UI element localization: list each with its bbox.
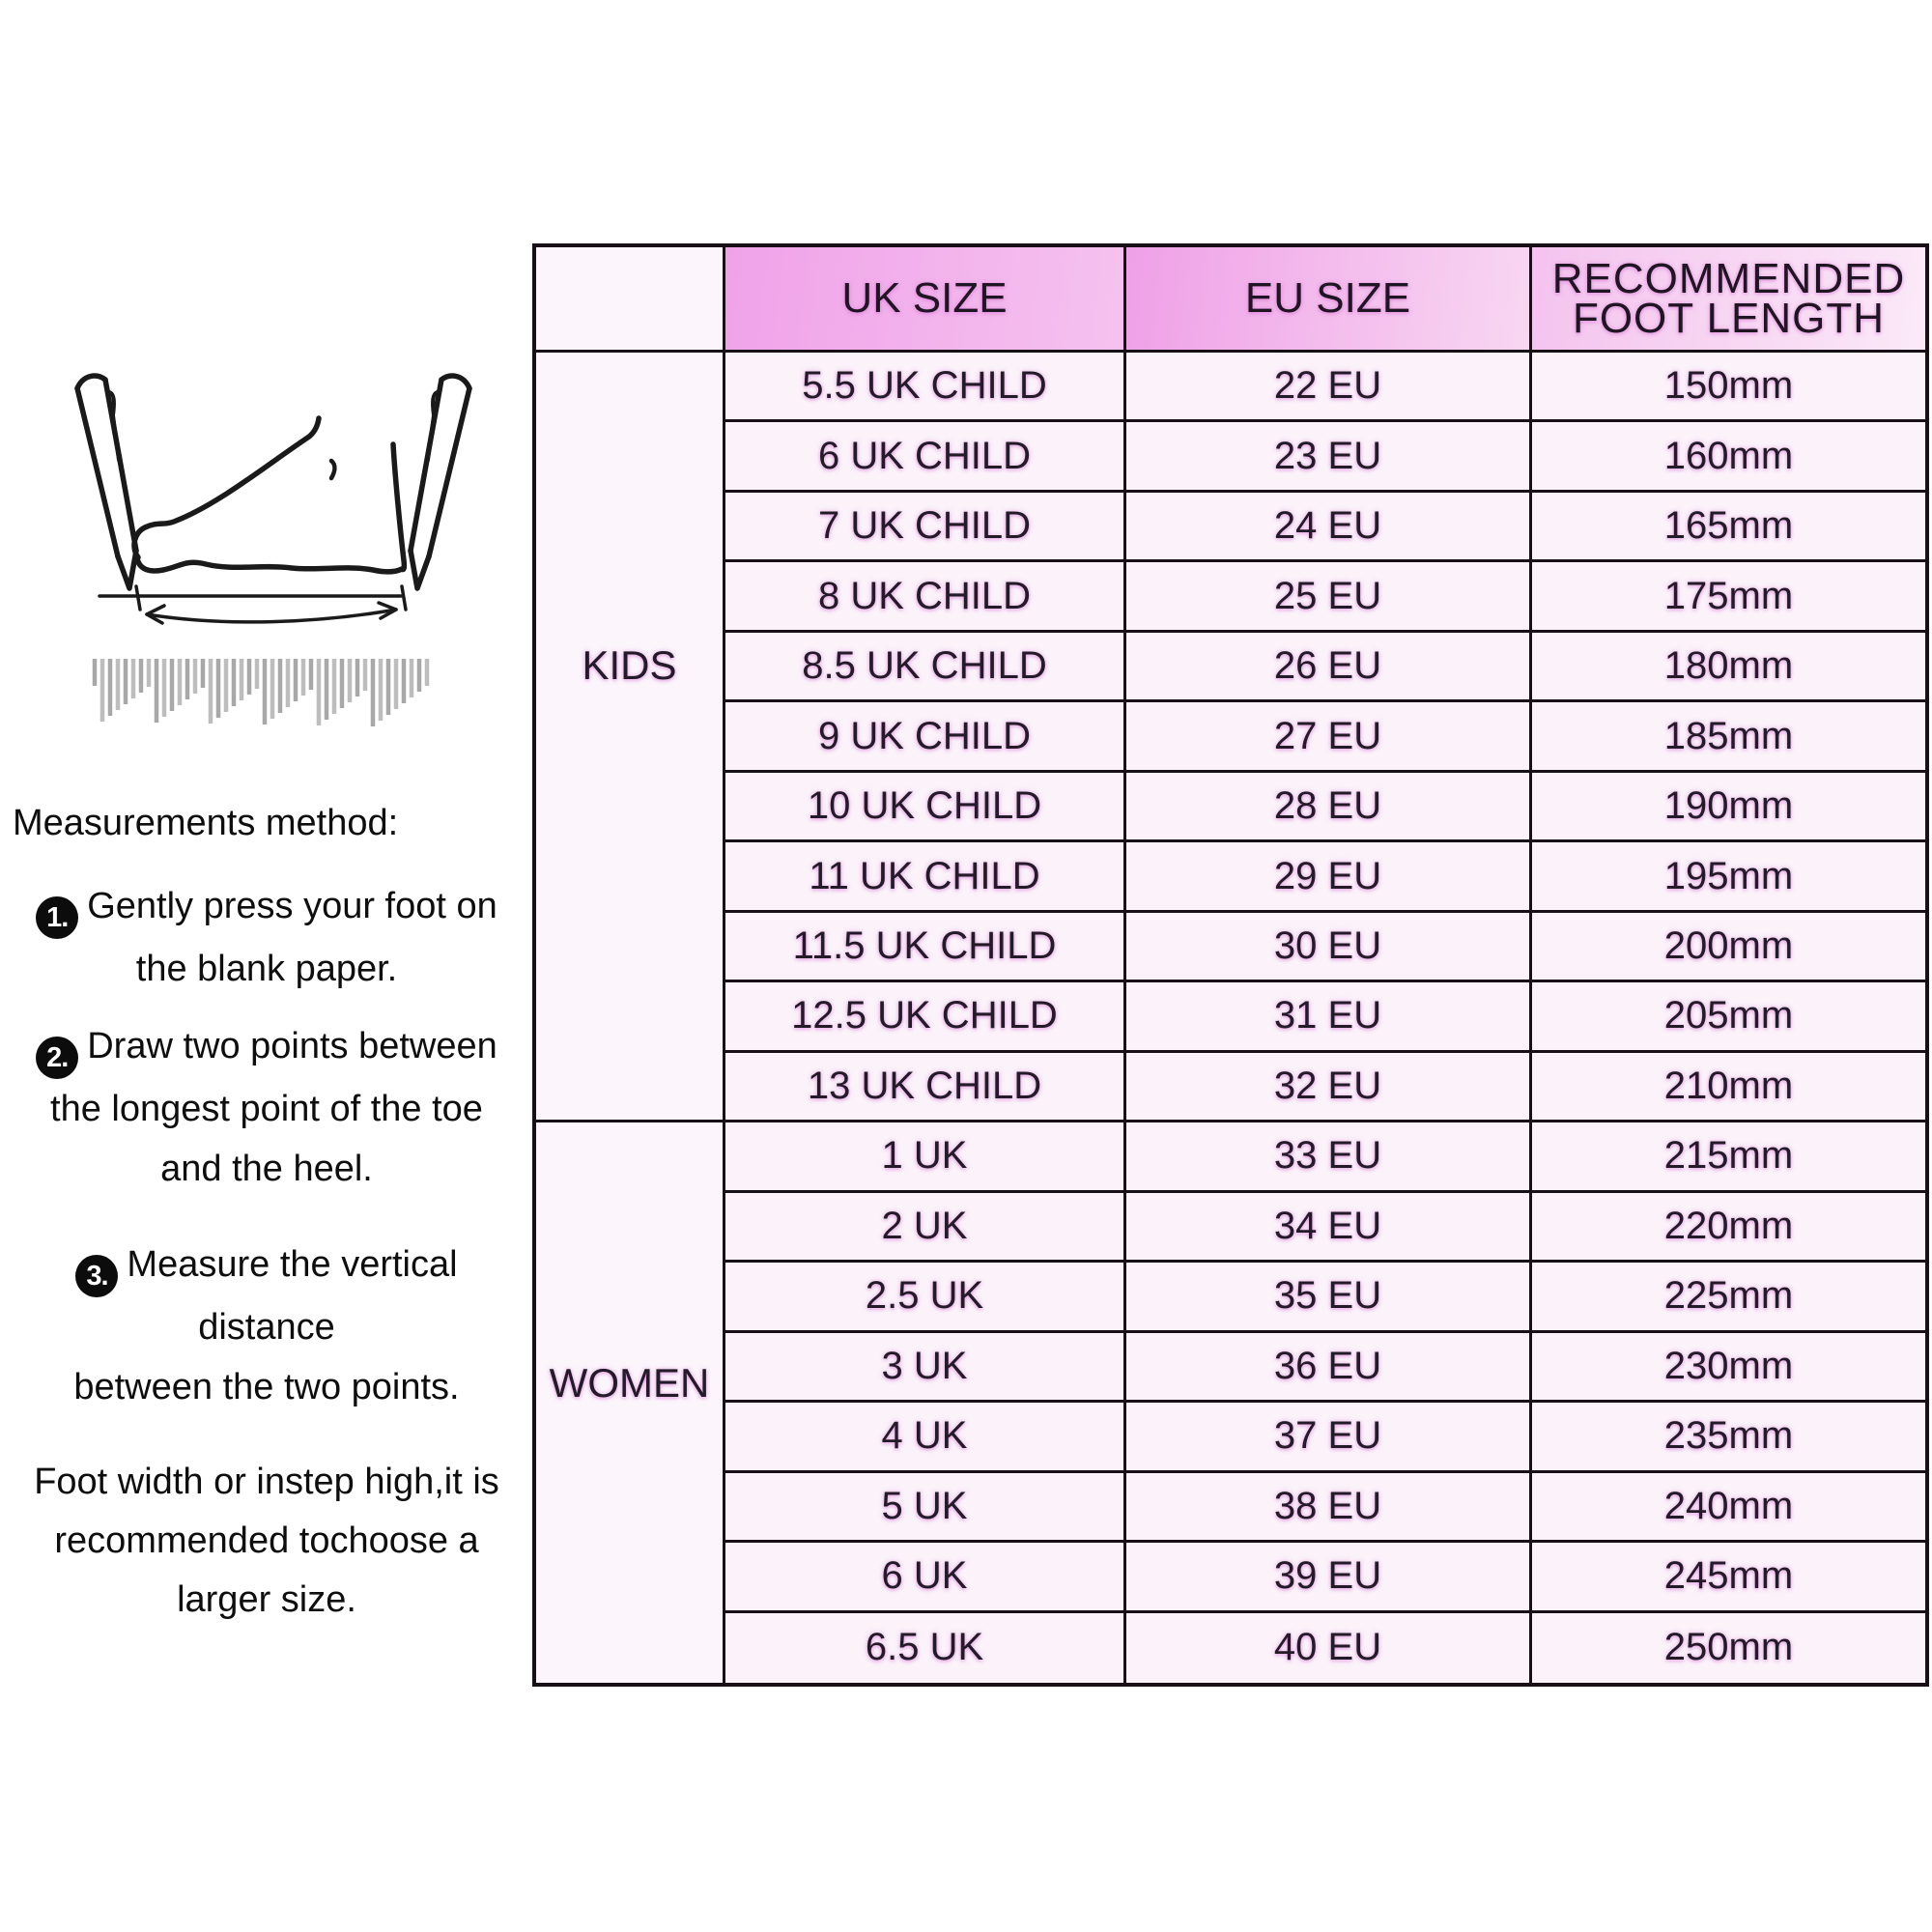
table-cell: 195mm: [1532, 842, 1925, 912]
table-cell: 225mm: [1532, 1263, 1925, 1332]
table-cell: 250mm: [1532, 1613, 1925, 1683]
table-cell: 2 UK: [725, 1193, 1126, 1263]
table-cell: 13 UK CHILD: [725, 1053, 1126, 1122]
table-cell: 7 UK CHILD: [725, 493, 1126, 562]
step-number-badge: 1.: [36, 896, 78, 939]
table-cell: 4 UK: [725, 1403, 1126, 1472]
table-cell: 8 UK CHILD: [725, 562, 1126, 632]
table-cell: 30 EU: [1126, 913, 1532, 982]
group-label-women: WOMEN: [536, 1122, 725, 1683]
table-cell: 34 EU: [1126, 1193, 1532, 1263]
table-cell: 220mm: [1532, 1193, 1925, 1263]
table-cell: 3 UK: [725, 1333, 1126, 1403]
table-cell: 200mm: [1532, 913, 1925, 982]
table-cell: 235mm: [1532, 1403, 1925, 1472]
table-cell: 27 EU: [1126, 702, 1532, 772]
group-label-kids: KIDS: [536, 353, 725, 1122]
table-cell: 175mm: [1532, 562, 1925, 632]
measurement-step-2: 2. Draw two points between the longest point of the toe and the heel.: [3, 1016, 530, 1199]
table-cell: 24 EU: [1126, 493, 1532, 562]
table-cell: 150mm: [1532, 353, 1925, 422]
header-eu-size: EU SIZE: [1126, 247, 1532, 353]
table-cell: 12.5 UK CHILD: [725, 982, 1126, 1052]
table-cell: 230mm: [1532, 1333, 1925, 1403]
table-cell: 8.5 UK CHILD: [725, 633, 1126, 702]
table-cell: 35 EU: [1126, 1263, 1532, 1332]
table-cell: 245mm: [1532, 1543, 1925, 1612]
table-cell: 190mm: [1532, 773, 1925, 842]
table-cell: 240mm: [1532, 1473, 1925, 1543]
table-cell: 32 EU: [1126, 1053, 1532, 1122]
table-cell: 29 EU: [1126, 842, 1532, 912]
table-cell: 11.5 UK CHILD: [725, 913, 1126, 982]
foot-outline: [134, 418, 404, 572]
measure-arrow: [147, 603, 396, 623]
measurement-step-3: 3. Measure the vertical distance between the two points.: [73, 1244, 460, 1407]
table-cell: 205mm: [1532, 982, 1925, 1052]
step-number-badge: 3.: [75, 1255, 118, 1297]
table-cell: 6.5 UK: [725, 1613, 1126, 1683]
table-cell: 22 EU: [1126, 353, 1532, 422]
table-cell: 1 UK: [725, 1122, 1126, 1192]
left-pen-icon: [77, 376, 136, 588]
table-cell: 2.5 UK: [725, 1263, 1126, 1332]
header-recommended-foot-length: RECOMMENDED FOOT LENGTH: [1532, 247, 1925, 353]
table-cell: 36 EU: [1126, 1333, 1532, 1403]
table-cell: 33 EU: [1126, 1122, 1532, 1192]
table-cell: 160mm: [1532, 422, 1925, 492]
measurements-method-title: Measurements method:: [13, 803, 399, 843]
measurement-step-1: 1. Gently press your foot on the blank paper.: [3, 876, 530, 999]
table-cell: 38 EU: [1126, 1473, 1532, 1543]
table-cell: 9 UK CHILD: [725, 702, 1126, 772]
table-corner-cell: [536, 247, 725, 353]
baseline: [99, 586, 406, 610]
table-cell: 5 UK: [725, 1473, 1126, 1543]
size-chart-table: [532, 243, 1929, 1687]
table-cell: 28 EU: [1126, 773, 1532, 842]
step-number-badge: 2.: [36, 1037, 78, 1079]
table-cell: 37 EU: [1126, 1403, 1532, 1472]
table-cell: 31 EU: [1126, 982, 1532, 1052]
right-pen-icon: [411, 376, 469, 588]
table-cell: 5.5 UK CHILD: [725, 353, 1126, 422]
table-cell: 185mm: [1532, 702, 1925, 772]
table-cell: 165mm: [1532, 493, 1925, 562]
ruler-ticks: [95, 659, 427, 726]
table-cell: 215mm: [1532, 1122, 1925, 1192]
table-cell: 25 EU: [1126, 562, 1532, 632]
table-cell: 11 UK CHILD: [725, 842, 1126, 912]
table-cell: 26 EU: [1126, 633, 1532, 702]
header-uk-size: UK SIZE: [725, 247, 1126, 353]
table-cell: 210mm: [1532, 1053, 1925, 1122]
table-cell: 6 UK CHILD: [725, 422, 1126, 492]
table-cell: 180mm: [1532, 633, 1925, 702]
sizing-note: Foot width or instep high,it is recommended tochoose a larger size.: [34, 1462, 499, 1620]
table-cell: 10 UK CHILD: [725, 773, 1126, 842]
foot-measurement-illustration: [29, 319, 493, 753]
table-cell: 40 EU: [1126, 1613, 1532, 1683]
table-cell: 39 EU: [1126, 1543, 1532, 1612]
table-cell: 23 EU: [1126, 422, 1532, 492]
table-cell: 6 UK: [725, 1543, 1126, 1612]
